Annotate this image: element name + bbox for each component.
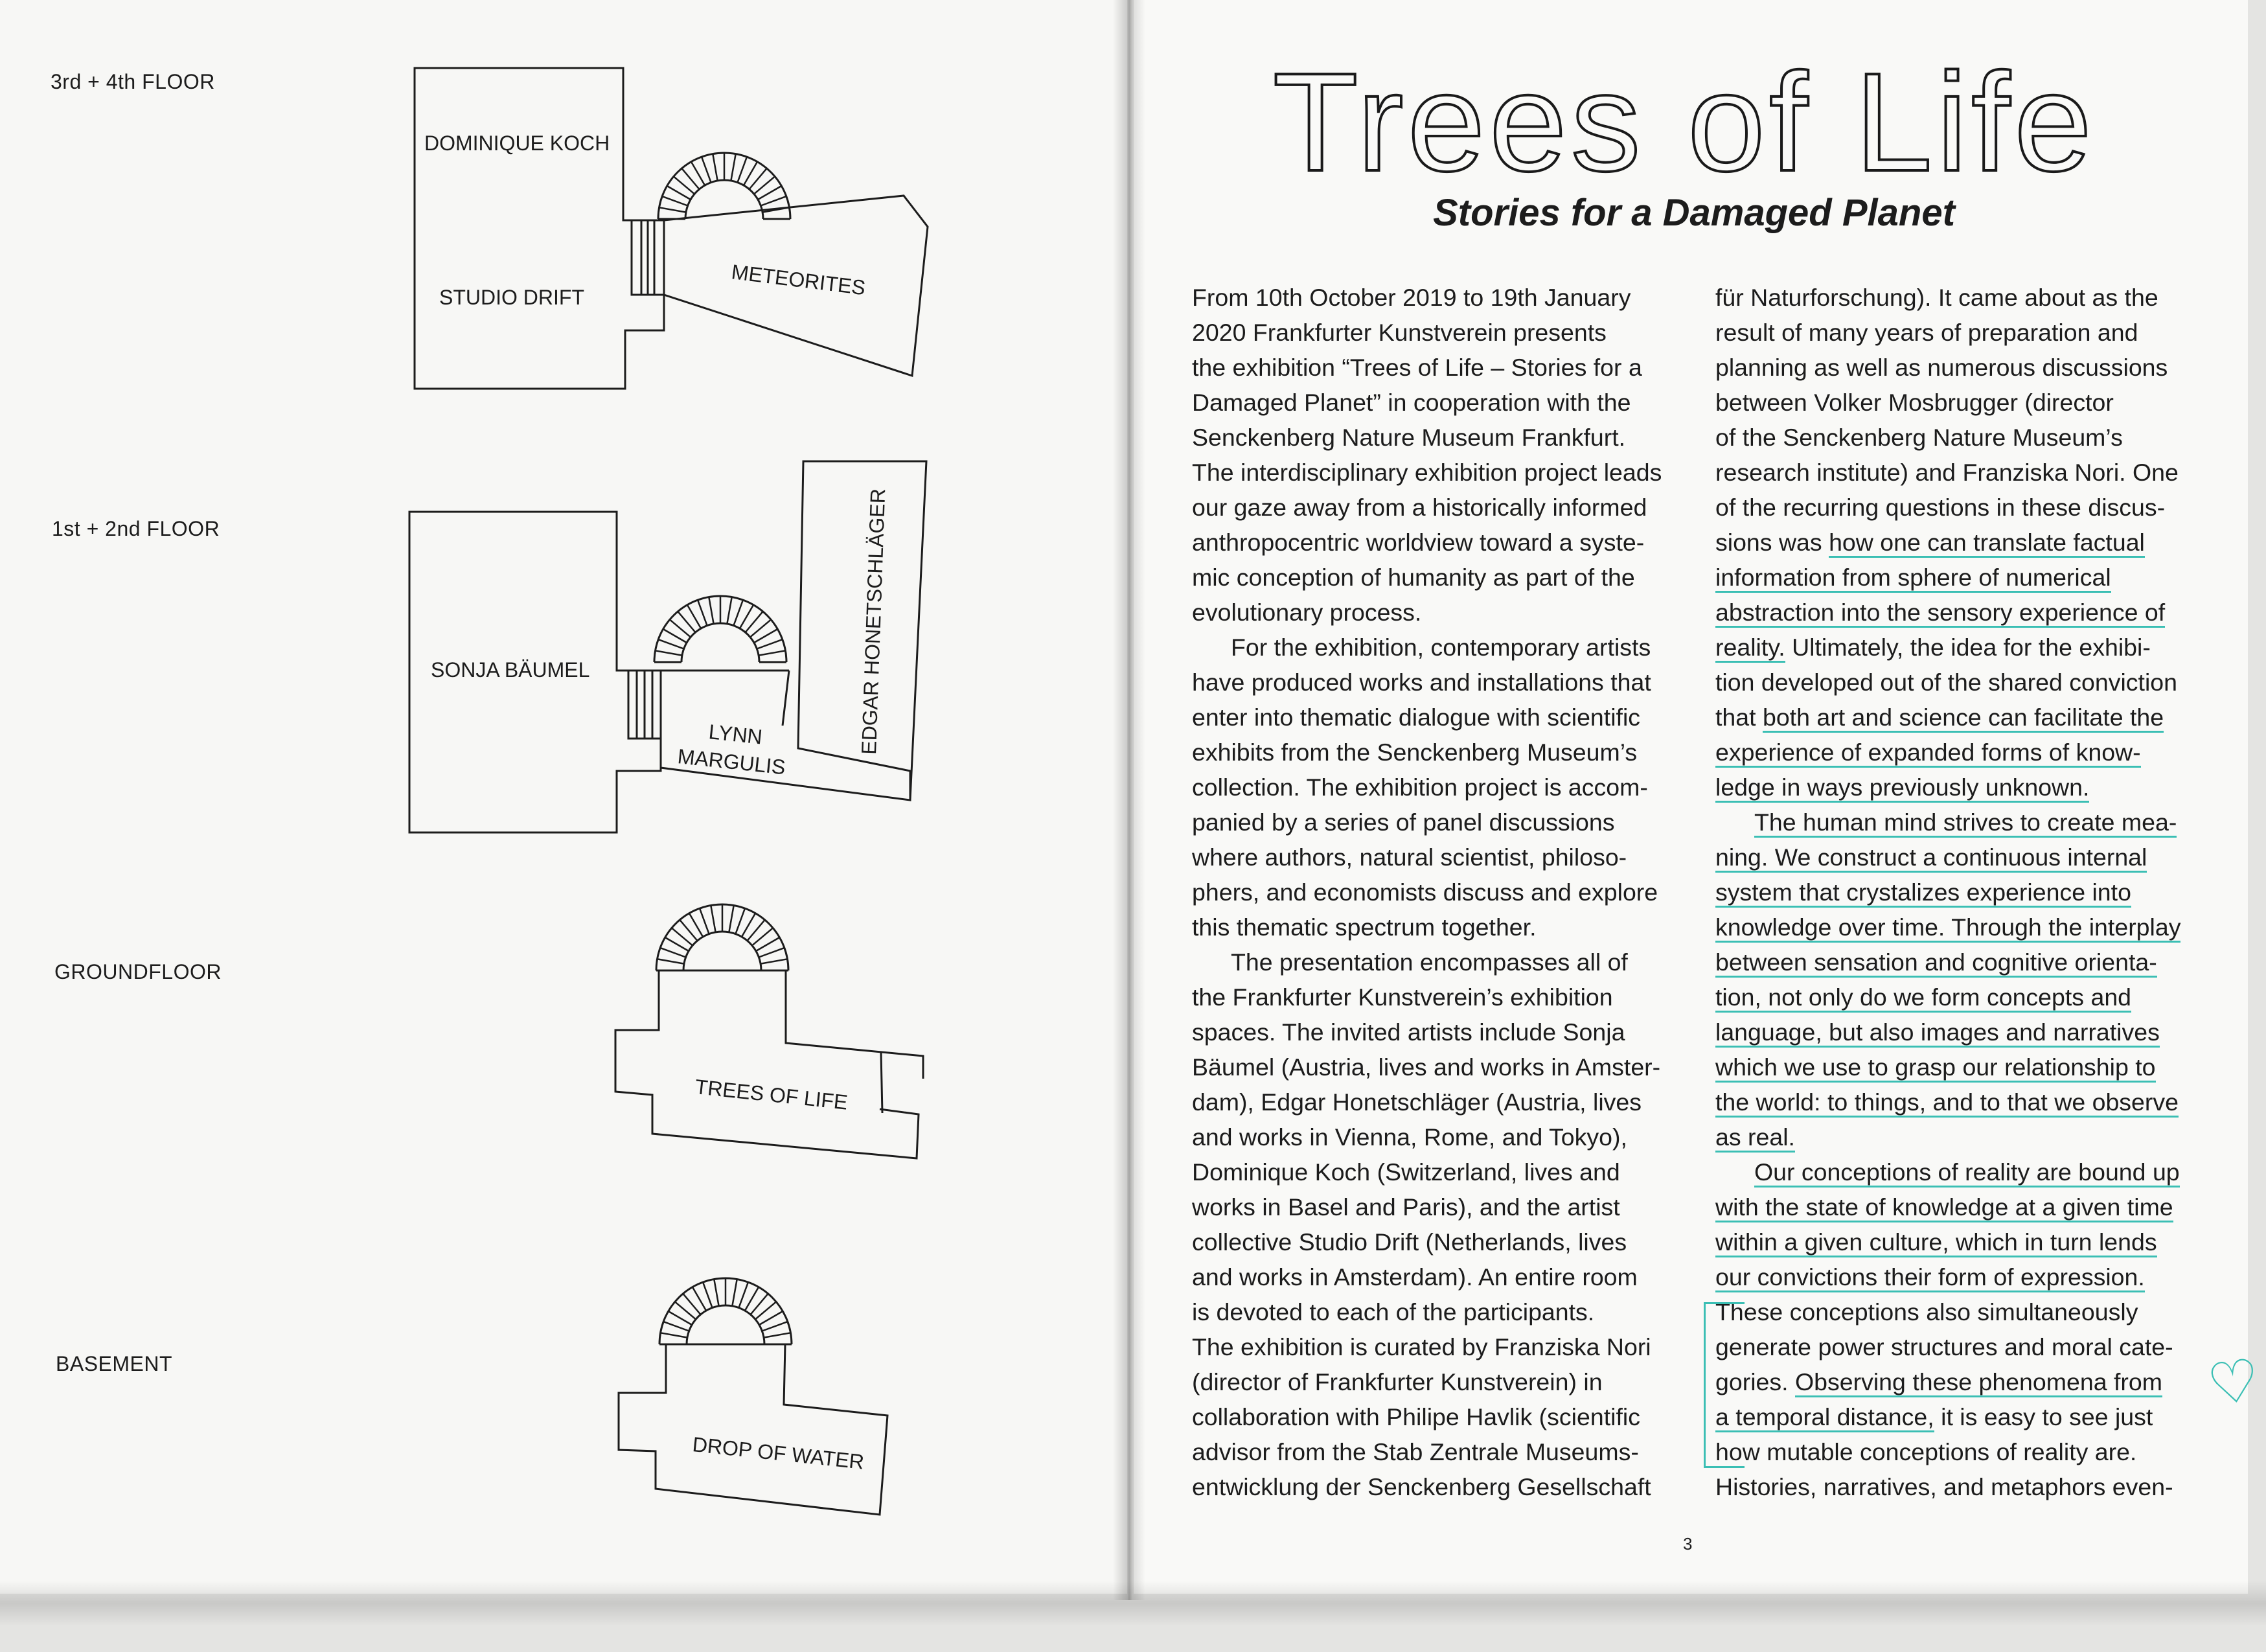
text-segment: gories. [1715,1368,1795,1395]
article-subtitle: Stories for a Damaged Planet [1433,192,1955,234]
paragraph-line: entwicklung der Senckenberg Gesellschaft [1192,1473,1651,1500]
paragraph-line: planning as well as numerous discussions [1715,354,2168,381]
highlighted-line: tion, not only do we form concepts and [1715,980,2208,1015]
highlighted-text: a temporal distance, [1715,1403,1934,1432]
paragraph-line: Bäumel (Austria, lives and works in Amster- [1192,1053,1661,1081]
paragraph-line: The presentation encompasses all of [1231,948,1628,976]
paragraph-line: where authors, natural scientist, philoso- [1192,843,1627,871]
highlighted-text: abstraction into the sensory experience of [1715,599,2165,628]
paragraph-line [1715,700,2208,735]
text-segment: tion developed out of the shared conviction [1715,669,2177,696]
paragraph-line [1715,1364,2208,1399]
paragraph-line: für Naturforschung). It came about as the [1715,284,2158,311]
paragraph-line: between Volker Mosbrugger (director [1715,389,2114,416]
floor-plans-diagram [0,0,1127,1594]
paragraph-line: works in Basel and Paris), and the artist [1192,1193,1620,1221]
paragraph-line: the Frankfurter Kunstverein’s exhibition [1192,983,1613,1011]
paragraph-line: enter into thematic dialogue with scientific [1192,704,1641,731]
paragraph-line [1715,525,2208,560]
paragraph-line: is devoted to each of the participants. [1192,1298,1595,1325]
room-edgar-honetschlager: EDGAR HONETSCHLÄGER [857,488,890,755]
highlighted-text: experience of expanded forms of know- [1715,739,2141,768]
paragraph-line: From 10th October 2019 to 19th January [1192,284,1631,311]
paragraph-line: collaboration with Philipe Havlik (scientific [1192,1403,1640,1430]
paragraph-line: our gaze away from a historically informed [1192,494,1647,521]
margin-bracket-mark [1704,1302,1745,1468]
highlighted-line: with the state of knowledge at a given time [1715,1189,2208,1224]
paragraph-line: For the exhibition, contemporary artists [1231,634,1651,661]
highlighted-line: our convictions their form of expression. [1715,1259,2208,1294]
paragraph-line [1715,735,2208,770]
paragraph-line: dam), Edgar Honetschläger (Austria, lives [1192,1088,1642,1116]
highlighted-line: language, but also images and narratives [1715,1015,2208,1050]
paragraph-line [1715,560,2208,595]
paragraph-line: (director of Frankfurter Kunstverein) in [1192,1368,1603,1395]
paragraph-line: These conceptions also simultaneously [1715,1298,2138,1325]
text-segment: sions was [1715,529,1829,556]
paragraph-line: The interdisciplinary exhibition project leads [1192,459,1662,486]
highlighted-text: Observing these phenomena from [1795,1368,2162,1397]
highlighted-line: as real. [1715,1119,2208,1154]
floor-label-1-2: 1st + 2nd FLOOR [52,517,220,540]
text-column-left [1192,280,1684,1504]
highlighted-text: both art and science can facilitate the [1763,704,2164,733]
paragraph-line [1715,595,2208,630]
paragraph-line: Dominique Koch (Switzerland, lives and [1192,1158,1620,1186]
floor-label-ground: GROUNDFLOOR [54,960,222,983]
room-studio-drift: STUDIO DRIFT [439,286,584,309]
paragraph-line: The exhibition is curated by Franziska Nori [1192,1333,1651,1360]
highlighted-text: information from sphere of numerical [1715,564,2111,593]
room-trees-of-life: TREES OF LIFE [694,1075,849,1114]
highlighted-line: The human mind strives to create mea- [1715,805,2208,840]
paragraph-line: 2020 Frankfurter Kunstverein presents [1192,319,1607,346]
highlighted-line: within a given culture, which in turn lends [1715,1224,2208,1259]
paragraph-line: collective Studio Drift (Netherlands, lives [1192,1228,1627,1256]
plan-3rd-4th-floor [415,68,928,389]
room-dominique-koch: DOMINIQUE KOCH [424,132,610,155]
room-lynn: LYNN [707,720,764,749]
paragraph-line: advisor from the Stab Zentrale Museums- [1192,1438,1639,1465]
highlighted-line: ning. We construct a continuous internal [1715,840,2208,875]
plan-1st-2nd-floor [409,461,926,832]
highlighted-line: Our conceptions of reality are bound up [1715,1154,2208,1189]
text-segment: it is easy to see just [1934,1403,2153,1430]
paragraph-line: generate power structures and moral cate- [1715,1333,2173,1360]
floor-label-3-4: 3rd + 4th FLOOR [51,70,215,93]
paragraph-line: Damaged Planet” in cooperation with the [1192,389,1631,416]
page-number: 3 [1683,1534,1693,1554]
highlighted-text: ledge in ways previously unknown. [1715,774,2089,803]
highlighted-text: how one can translate factual [1829,529,2145,558]
paragraph-line: have produced works and installations that [1192,669,1651,696]
paragraph-line: mic conception of humanity as part of the [1192,564,1635,591]
text-column-right [1715,280,2208,1504]
article-title: Trees of Life [1272,43,2096,200]
highlighted-line: which we use to grasp our relationship to [1715,1050,2208,1084]
paragraph-line: Senckenberg Nature Museum Frankfurt. [1192,424,1626,451]
room-sonja-baumel: SONJA BÄUMEL [431,658,590,682]
paragraph-line: Histories, narratives, and metaphors even- [1715,1473,2173,1500]
paragraph-line: of the recurring questions in these discus- [1715,494,2166,521]
paragraph-line: result of many years of preparation and [1715,319,2138,346]
text-segment: Ultimately, the idea for the exhibi- [1785,634,2151,661]
highlighted-text: reality. [1715,634,1785,663]
paragraph-line: of the Senckenberg Nature Museum’s [1715,424,2123,451]
paragraph-line: this thematic spectrum together. [1192,913,1537,941]
highlighted-line: knowledge over time. Through the interplay [1715,910,2208,945]
plan-basement [619,1278,887,1515]
paragraph-line [1715,665,2208,700]
plan-groundfloor [615,904,923,1158]
paragraph-line: evolutionary process. [1192,599,1422,626]
paragraph-line: how mutable conceptions of reality are. [1715,1438,2137,1465]
paragraph-line: anthropocentric worldview toward a syste- [1192,529,1645,556]
paragraph-line: and works in Amsterdam). An entire room [1192,1263,1638,1291]
room-margulis: MARGULIS [676,744,787,779]
paragraph-line: the exhibition “Trees of Life – Stories for a [1192,354,1642,381]
paragraph-line [1715,770,2208,805]
highlighted-line: system that crystalizes experience into [1715,875,2208,910]
paragraph-line: exhibits from the Senckenberg Museum’s [1192,739,1638,766]
paragraph-line: panied by a series of panel discussions [1192,809,1615,836]
room-meteorites: METEORITES [730,260,867,300]
floor-label-basement: BASEMENT [56,1352,173,1375]
room-drop-of-water: DROP OF WATER [691,1432,865,1474]
highlighted-line: the world: to things, and to that we observe [1715,1084,2208,1119]
paragraph-line: collection. The exhibition project is accom- [1192,774,1648,801]
paragraph-line: and works in Vienna, Rome, and Tokyo), [1192,1123,1627,1151]
paragraph-line: spaces. The invited artists include Sonja [1192,1018,1625,1046]
paragraph-line: phers, and economists discuss and explore [1192,878,1658,906]
text-segment: that [1715,704,1763,731]
heart-doodle-icon: ♡ [2203,1345,2265,1421]
paragraph-line [1715,1399,2208,1434]
highlighted-line: between sensation and cognitive orienta- [1715,945,2208,980]
paragraph-line [1715,630,2208,665]
paragraph-line: research institute) and Franziska Nori. One [1715,459,2179,486]
